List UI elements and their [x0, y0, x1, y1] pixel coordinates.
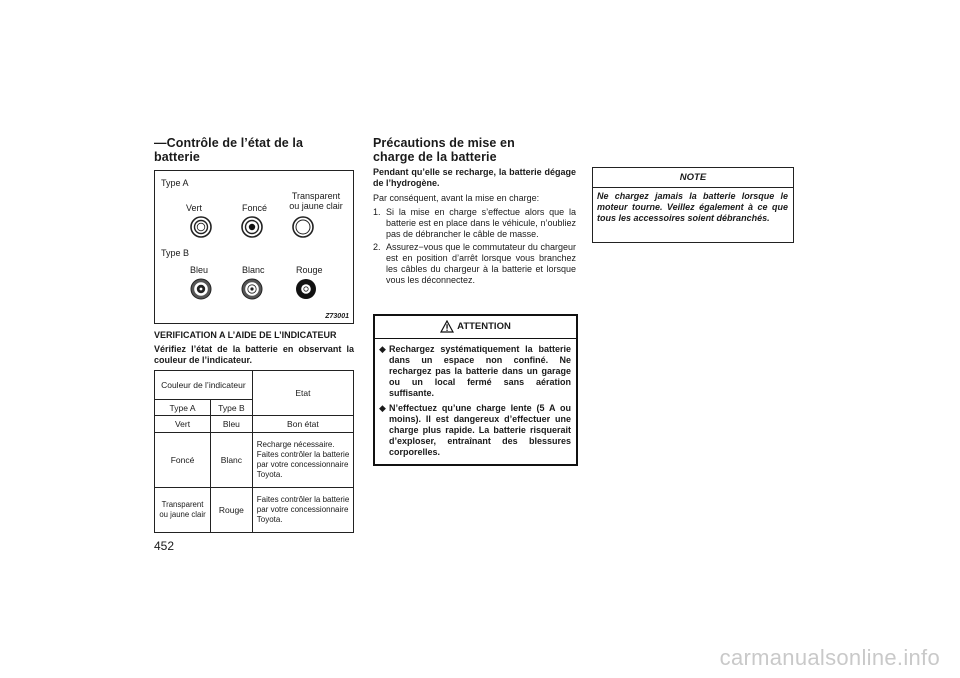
attention-header [375, 316, 576, 339]
watermark-text: carmanualsonline.info [719, 645, 940, 670]
charging-lead-text: Pendant qu’elle se recharge, la batterie dégage de l’hydrogène. [373, 167, 576, 188]
step-number: 2. [373, 242, 381, 252]
attention-item-text: Rechargez systématiquement la batterie dans un espace non confiné. Ne rechargez pas la batterie dans un garage ou un local fermé sans aération suffisante. [389, 344, 571, 398]
section-title-charging-precautions [373, 137, 576, 164]
figure-transparent-line1: Transparent [291, 191, 341, 201]
indicator-transparent-icon [292, 216, 314, 238]
table-row [155, 416, 354, 433]
figure-code: Z73001 [325, 313, 349, 320]
charging-intro-text: Par conséquent, avant la mise en charge: [373, 193, 540, 203]
section-title-battery-check [154, 137, 354, 164]
attention-item-text: N’effectuez qu’une charge lente (5 A ou moins). Il est dangereux d’effectuer une charge plus rapide. La batterie risquerait d’exploser, entraînant des blessures corporelles. [389, 403, 571, 457]
table-cell-etat: Bon état [252, 416, 353, 433]
table-header-type-b: Type B [211, 400, 253, 416]
page-number: 452 [154, 539, 175, 553]
table-row [155, 488, 354, 533]
figure-blanc-label: Blanc [242, 265, 265, 275]
step-text: Assurez−vous que le commutateur du chargeur est en position d’arrêt lorsque vous branchez les câbles du chargeur à la batterie et lorsque vous les déconnectez. [386, 242, 576, 285]
indicator-rouge-icon [295, 278, 317, 300]
list-item [379, 403, 571, 458]
figure-rouge-label: Rouge [296, 265, 323, 275]
indicator-intro-text: Vérifiez l’état de la batterie en observant la couleur de l’indicateur. [154, 344, 354, 365]
table-cell-type-a: Transparent ou jaune clair [155, 488, 211, 533]
figure-transparent-line2: ou jaune clair [289, 201, 343, 211]
indicator-fonce-icon [241, 216, 263, 238]
figure-fonce-label: Foncé [242, 203, 268, 213]
figure-bleu-label: Bleu [190, 265, 209, 275]
table-header-row [155, 371, 354, 400]
table-cell-type-a: Vert [155, 416, 211, 433]
section-title-line1: Précautions de mise en [373, 136, 515, 150]
diamond-bullet-icon: ◆ [379, 344, 386, 354]
table-cell-etat: Recharge nécessaire. Faites contrôler la batterie par votre concessionnaire Toyota. [252, 433, 353, 488]
step-text: Si la mise en charge s’effectue alors que la batterie est en place dans le véhicule, n’oubliez pas de débrancher le câble de masse. [386, 207, 576, 239]
attention-box [373, 314, 578, 466]
attention-list [379, 344, 571, 462]
table-cell-type-b: Bleu [211, 416, 253, 433]
step-number: 1. [373, 207, 381, 217]
table-cell-etat: Faites contrôler la batterie par votre concessionnaire Toyota. [252, 488, 353, 533]
indicator-bleu-icon [190, 278, 212, 300]
figure-type-a-label: Type A [161, 178, 189, 188]
indicator-vert-icon [190, 216, 212, 238]
indicator-subheading: VERIFICATION A L’AIDE DE L’INDICATEUR [154, 330, 337, 340]
figure-type-b-label: Type B [161, 248, 190, 258]
figure-transparent-label [284, 191, 348, 211]
indicator-figure [154, 170, 354, 324]
indicator-table [154, 370, 354, 533]
attention-title: ATTENTION [457, 321, 511, 332]
list-item [379, 344, 571, 399]
table-cell-type-b: Rouge [211, 488, 253, 533]
table-cell-type-a: Foncé [155, 433, 211, 488]
note-title: NOTE [593, 168, 793, 188]
table-row [155, 433, 354, 488]
section-title-line2: charge de la batterie [373, 149, 497, 164]
section-title-line1: —Contrôle de l’état de la [154, 136, 304, 150]
list-item [373, 207, 576, 240]
figure-vert-label: Vert [186, 203, 203, 213]
note-text: Ne chargez jamais la batterie lorsque le moteur tourne. Veillez également à ce que tous les accessoires soient débranchés. [597, 191, 788, 223]
indicator-blanc-icon [241, 278, 263, 300]
charging-steps-list [373, 207, 576, 288]
warning-triangle-icon [440, 320, 454, 333]
diamond-bullet-icon: ◆ [379, 403, 386, 413]
table-header-etat: Etat [252, 371, 353, 416]
section-title-line2: batterie [154, 149, 200, 164]
table-header-type-a: Type A [155, 400, 211, 416]
note-box [592, 167, 794, 243]
list-item [373, 242, 576, 286]
table-cell-type-b: Blanc [211, 433, 253, 488]
table-header-couleur: Couleur de l’indicateur [155, 371, 253, 400]
